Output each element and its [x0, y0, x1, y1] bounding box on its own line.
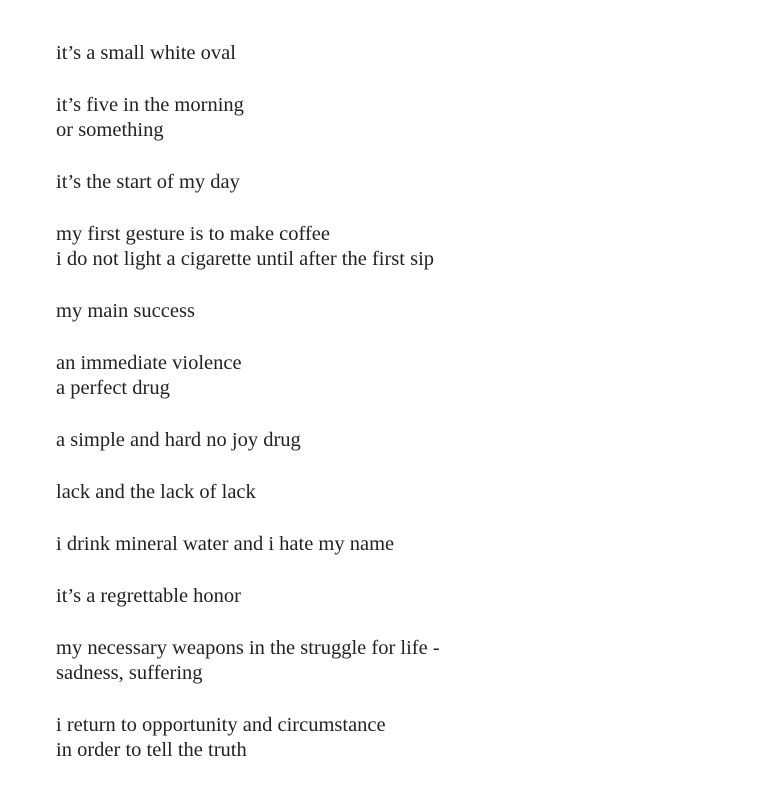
stanza	[56, 170, 756, 195]
poem-line: in order to tell the truth	[56, 739, 247, 761]
poem-text	[56, 41, 756, 790]
poem-line: an immediate violence	[56, 352, 242, 374]
poem-line: my main success	[56, 300, 195, 322]
poem-line: it’s five in the morning	[56, 94, 244, 116]
poem-line: i do not light a cigarette until after the first sip	[56, 248, 435, 270]
stanza	[56, 636, 756, 686]
poem-line: i return to opportunity and circumstance	[56, 714, 386, 736]
stanza	[56, 584, 756, 609]
poem-line: lack and the lack of lack	[56, 481, 256, 503]
poem-line: my first gesture is to make coffee	[56, 223, 331, 245]
poem-line: it’s a regrettable honor	[56, 585, 242, 607]
stanza	[56, 428, 756, 453]
stanza	[56, 299, 756, 324]
stanza	[56, 713, 756, 763]
stanza	[56, 351, 756, 401]
poem-line: a perfect drug	[56, 377, 170, 399]
poem-line: or something	[56, 119, 164, 141]
stanza	[56, 480, 756, 505]
poem-line: it’s a small white oval	[56, 42, 236, 64]
stanza	[56, 41, 756, 66]
poem-line: it’s the start of my day	[56, 171, 240, 193]
poem-line: a simple and hard no joy drug	[56, 429, 301, 451]
stanza	[56, 532, 756, 557]
poem-line: my necessary weapons in the struggle for life -	[56, 637, 440, 659]
poem-line: i drink mineral water and i hate my name	[56, 533, 395, 555]
stanza	[56, 222, 756, 272]
stanza	[56, 93, 756, 143]
poem-line: sadness, suffering	[56, 662, 203, 684]
